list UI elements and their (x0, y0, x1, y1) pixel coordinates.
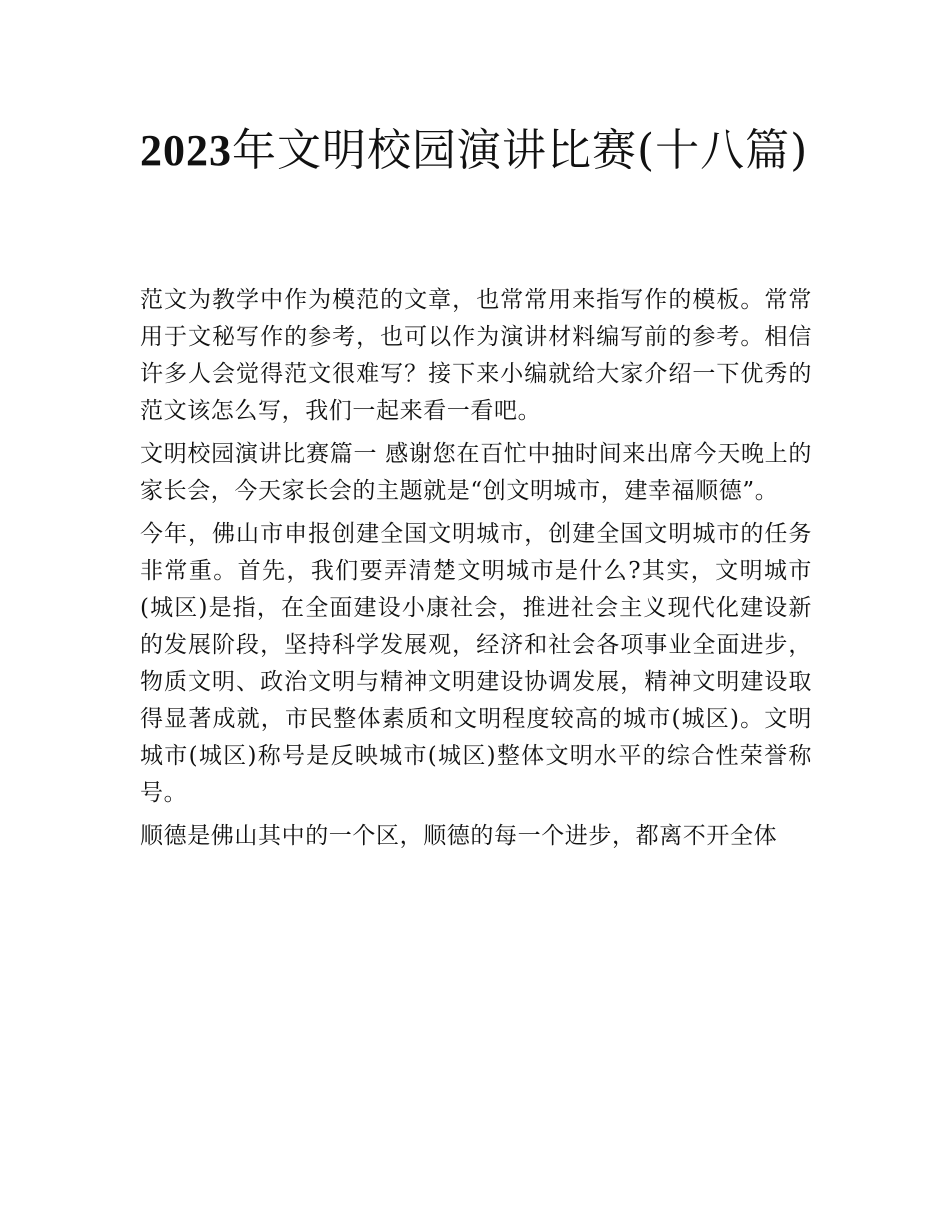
title-year: 2023 (140, 126, 232, 175)
document-title (140, 112, 820, 190)
paragraph-shunde: 顺德是佛山其中的一个区，顺德的每一个进步，都离不开全体 (140, 823, 778, 849)
paragraph-civilized-city: 今年，佛山市申报创建全国文明城市，创建全国文明城市的任务非常重。首先，我们要弄清楚文明城市是什么?其实，文明城市(城区)是指，在全面建设小康社会，推进社会主义现代化建设新的发展阶段，坚持科学发展观，经济和社会各项事业全面进步，物质文明、政治文明与精神文明建设协调发展，精神文明建设取得显著成就，市民整体素质和文明程度较高的城市(城区)。文明城市(城区)称号是反映城市(城区)整体文明水平的综合性荣誉称号。 (140, 521, 812, 806)
document-body (140, 282, 812, 861)
paragraph-intro: 范文为教学中作为模范的文章，也常常用来指写作的模板。常常用于文秘写作的参考，也可以作为演讲材料编写前的参考。相信许多人会觉得范文很难写？接下来小编就给大家介绍一下优秀的范文该怎么写，我们一起来看一看吧。 (140, 287, 812, 424)
paragraph-speech-one: 文明校园演讲比赛篇一 感谢您在百忙中抽时间来出席今天晚上的家长会，今天家长会的主题就是“创文明城市，建幸福顺德”。 (140, 441, 812, 504)
title-text: 年文明校园演讲比赛(十八篇) (232, 125, 809, 176)
